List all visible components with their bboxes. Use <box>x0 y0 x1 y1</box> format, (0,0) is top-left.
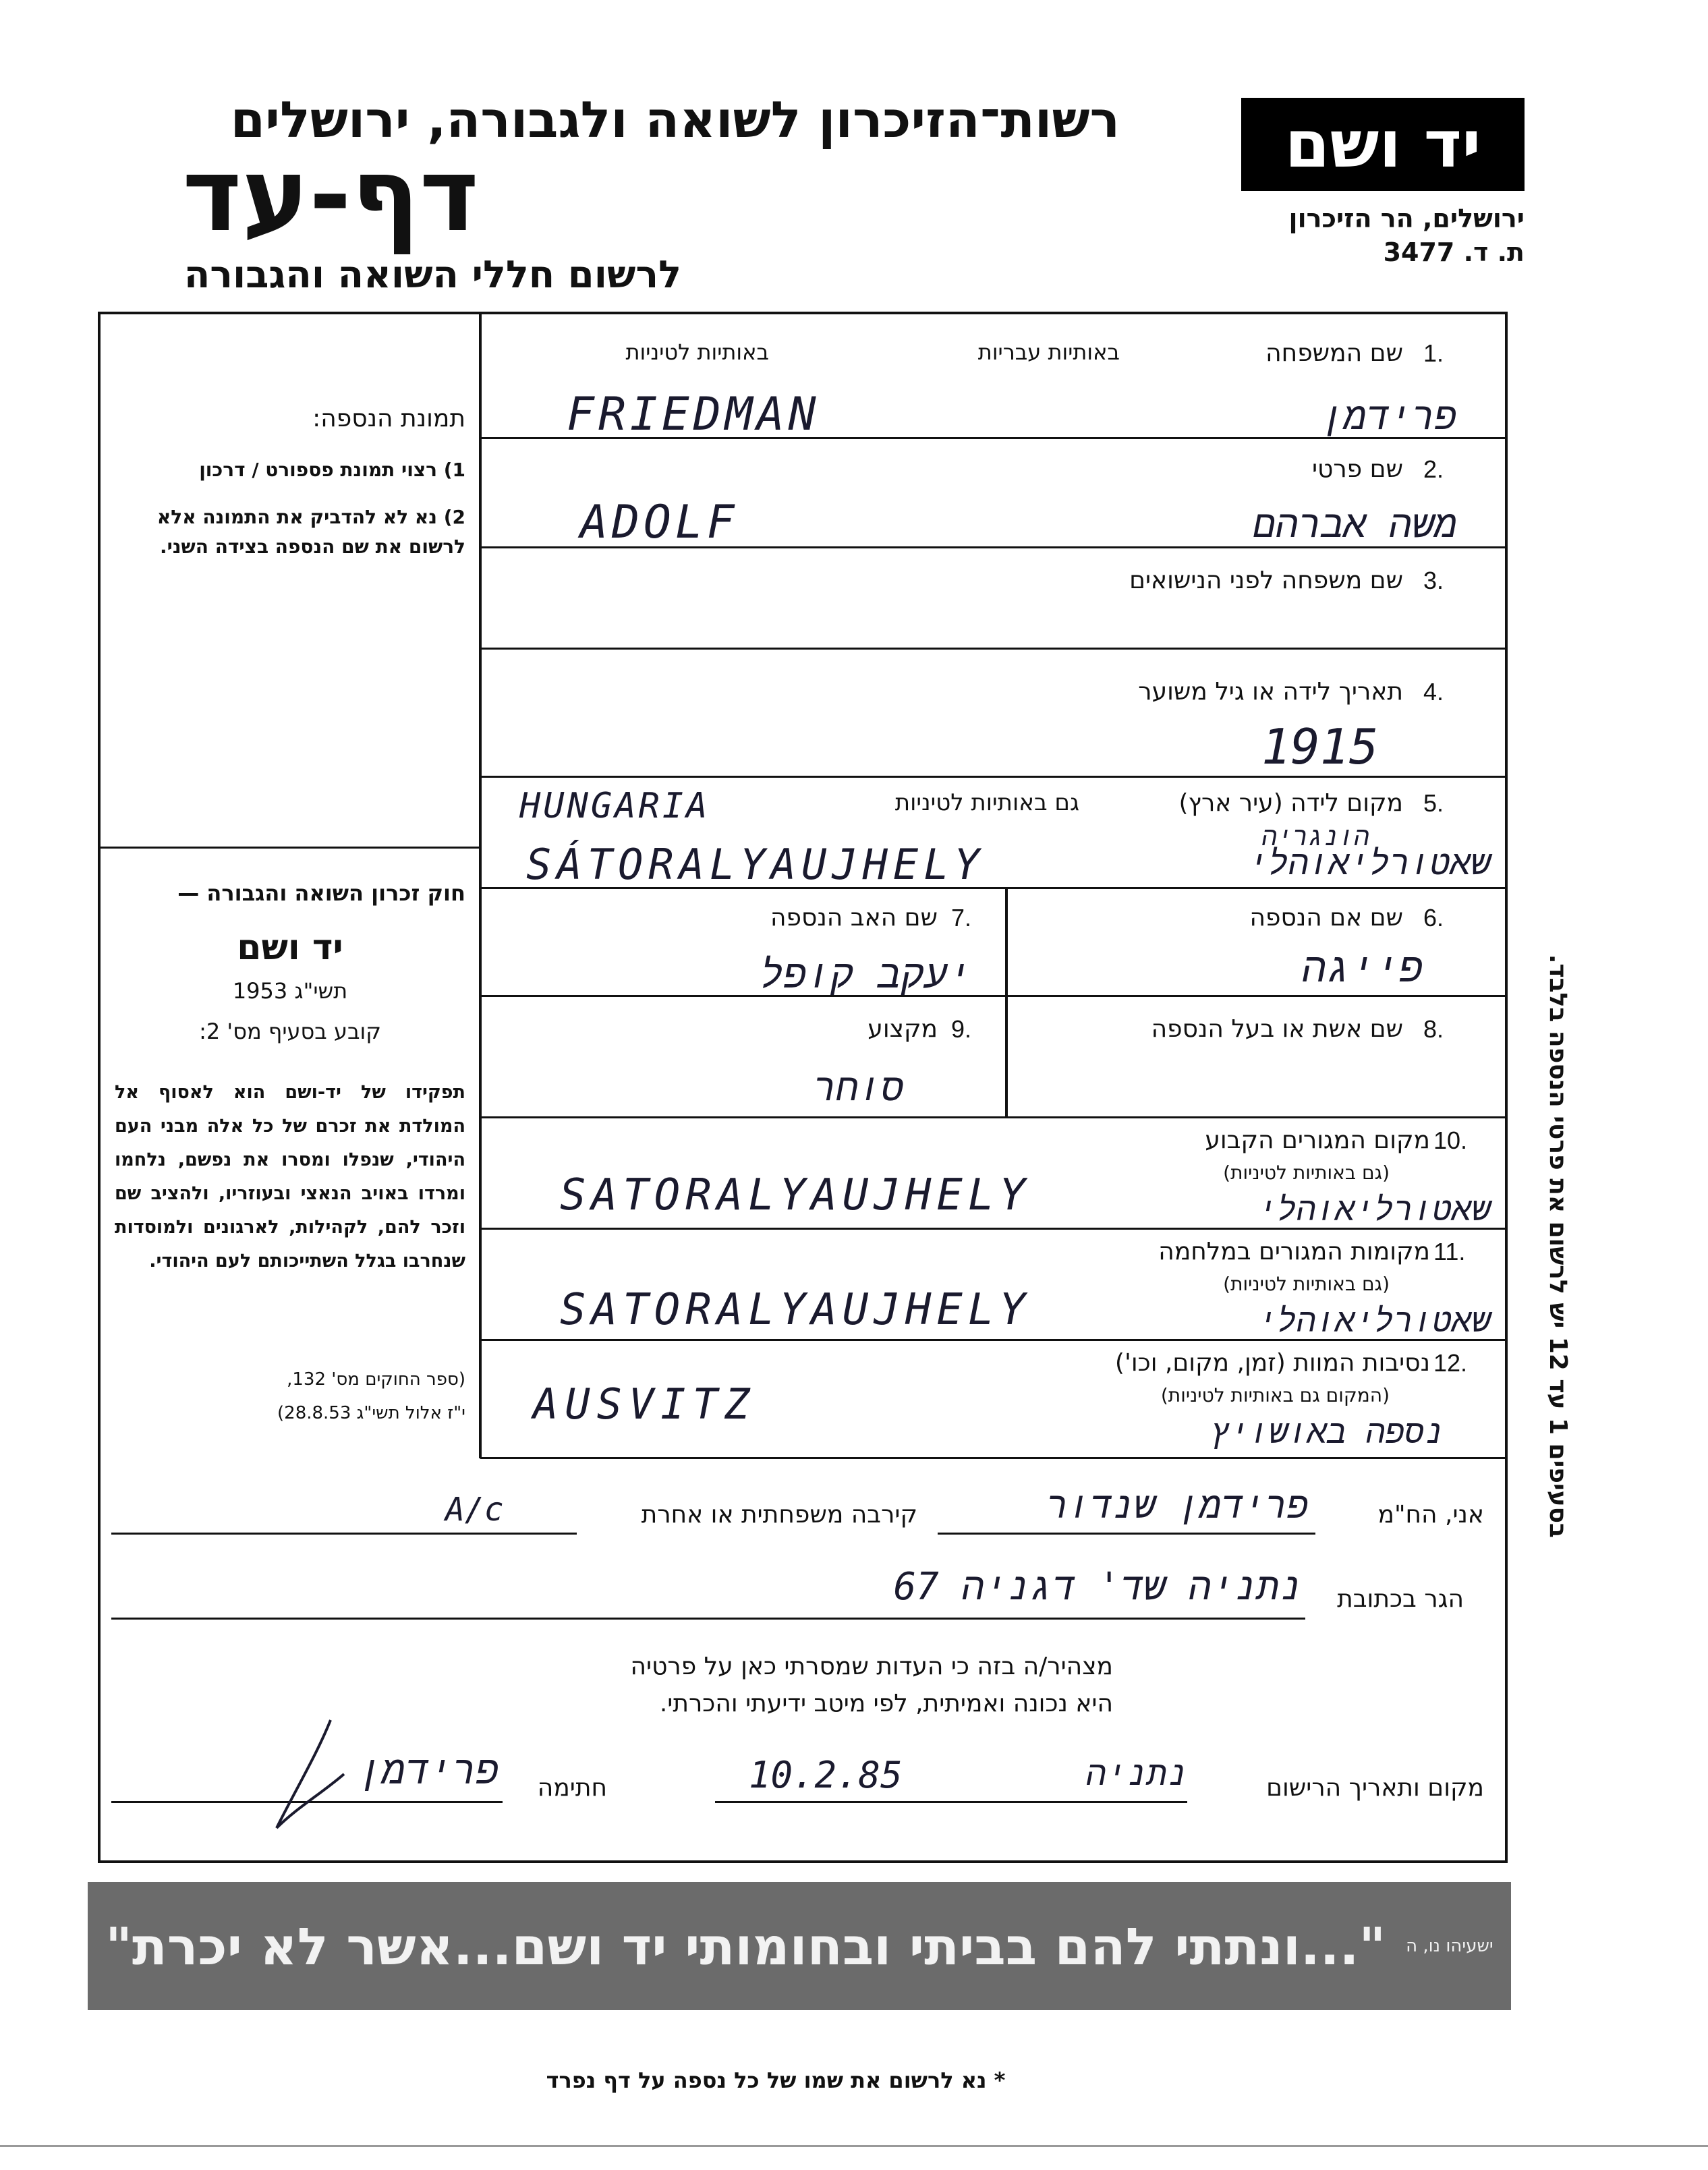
declarant-label: אני, הח"מ <box>1377 1501 1484 1529</box>
place-date-line <box>715 1801 1187 1803</box>
field-10-num: 10. <box>1433 1126 1468 1154</box>
declarant-line <box>938 1533 1315 1535</box>
field-11-label: מקומות המגורים במלחמה <box>1158 1238 1430 1265</box>
field-12-num: 12. <box>1433 1349 1468 1377</box>
field-1-num: 1. <box>1423 339 1444 367</box>
field-8-label: שם אשת או בעל הנספה <box>1151 1015 1403 1043</box>
field-1-label: שם המשפחה <box>1265 339 1403 367</box>
law-year: תשי"ג 1953 <box>232 978 348 1004</box>
field-5-latin-note: גם באותיות לטיניות <box>894 789 1079 816</box>
field-1-hebrew-value: פרידמן <box>1321 395 1457 438</box>
field-12-hebrew-value: נספה באושויץ <box>1210 1413 1444 1451</box>
left-column-divider <box>479 312 482 1458</box>
field-2-num: 2. <box>1423 455 1444 483</box>
relation-value: A/c <box>445 1491 504 1529</box>
law-name: יד ושם <box>237 927 343 968</box>
place-date-label: מקום ותאריך הרישום <box>1266 1774 1484 1802</box>
field-7-value: יעקב קופל <box>760 951 971 997</box>
field-12-label: נסיבות המוות (זמן, מקום, וכו') <box>1114 1349 1430 1377</box>
field-4-num: 4. <box>1423 678 1444 706</box>
field-4-label: תאריך לידה או גיל משוער <box>1138 678 1403 706</box>
photo-box-title: תמונת הנספה: <box>312 405 465 432</box>
field-1-latin-value: FRIEDMAN <box>567 388 820 441</box>
signature-value: פרידמן <box>358 1747 499 1793</box>
field-6-value: פייגה <box>1301 944 1423 992</box>
field-12-note: (המקום גם באותיות לטיניות) <box>1160 1384 1390 1406</box>
address-label: הגר בכתובת <box>1337 1585 1464 1613</box>
field-5-hebrew-country: הונגריה <box>1261 822 1369 851</box>
address-value: נתניה שד' דגניה 67 <box>893 1565 1302 1609</box>
statement-line-1: מצהיר/ה בזה כי העדות שמסרתי כאן על פרטיה <box>630 1653 1113 1680</box>
footer-note: * נא לרשום את שמו של כל נספה על דף נפרד <box>546 2067 1006 2093</box>
signature-scribble <box>256 1713 378 1848</box>
relation-label: קירבה משפחתית או אחרת <box>641 1501 917 1529</box>
field-9-value: סוחר <box>813 1066 904 1110</box>
po-box: ת. ד. 3477 <box>1383 237 1525 267</box>
field-10-note: (גם באותיות לטיניות) <box>1223 1162 1390 1184</box>
field-2-hebrew-value: משה אברהם <box>1253 503 1457 546</box>
form-title: דף-עד <box>182 137 479 254</box>
date-value: 10.2.85 <box>749 1754 903 1796</box>
quote-banner <box>88 1882 1511 2010</box>
law-source-1: (ספר החוקים מס' 132, <box>287 1369 465 1390</box>
field-8-num: 8. <box>1423 1015 1444 1043</box>
law-clause: קובע בסעיף מס' 2: <box>199 1019 381 1044</box>
yad-vashem-logo <box>1241 98 1525 191</box>
field-9-num: 9. <box>951 1015 972 1043</box>
place-value: נתניה <box>1085 1754 1187 1793</box>
law-title: חוק זכרון השואה והגבורה — <box>177 880 465 906</box>
col-latin-label: באותיות לטיניות <box>625 339 769 365</box>
statement-line-2: היא נכונה ואמיתית, לפי מיטב ידיעתי והכרתי. <box>659 1690 1113 1717</box>
col-hebrew-label: באותיות עבריות <box>977 339 1120 365</box>
field-11-latin-value: SATORALYAUJHELY <box>560 1285 1031 1335</box>
field-4-value: 1915 <box>1261 718 1379 775</box>
field-7-label: שם האב הנספה <box>770 904 938 932</box>
photo-note-1: 1) רצוי תמונת פספורט / דרכון <box>199 459 465 481</box>
field-3-num: 3. <box>1423 567 1444 594</box>
logo-text: יד ושם <box>1284 107 1481 182</box>
field-11-num: 11. <box>1433 1238 1466 1265</box>
field-9-label: מקצוע <box>867 1015 938 1043</box>
mid-divider <box>1005 887 1008 1116</box>
photo-note-2: 2) נא לא להדביק את התמונה אלא לרשום את שם הנספה בצידה השני. <box>156 506 465 558</box>
form-subtitle: לרשום חללי השואה והגבורה <box>183 253 681 297</box>
field-5-label: מקום לידה (עיר ארץ) <box>1178 789 1403 817</box>
field-10-hebrew-value: שאטורליאוהלי <box>1257 1191 1491 1228</box>
field-11-note: (גם באותיות לטיניות) <box>1223 1273 1390 1295</box>
field-7-num: 7. <box>951 904 972 932</box>
field-10-label: מקום המגורים הקבוע <box>1205 1126 1430 1154</box>
signature-label: חתימה <box>537 1774 607 1802</box>
address-line-underline <box>111 1618 1305 1620</box>
address-line: ירושלים, הר הזיכרון <box>1288 204 1525 233</box>
relation-line <box>111 1533 577 1535</box>
row-line-7 <box>480 1116 1508 1118</box>
banner-source: ישעיהו נו, ה <box>1406 1936 1493 1956</box>
photo-box-divider <box>98 847 481 849</box>
field-2-label: שם פרטי <box>1311 455 1403 483</box>
row-line-3 <box>480 648 1508 650</box>
field-6-label: שם אם הנספה <box>1249 904 1403 932</box>
law-source-2: י"ז אלול תשי"ג 28.8.53) <box>277 1403 465 1423</box>
field-5-latin-city: SÁTORALYAUJHELY <box>526 840 985 889</box>
field-5-num: 5. <box>1423 789 1444 817</box>
banner-quote: "...ונתתי להם בביתי ובחומותי יד ושם...אשר לא יכרת" <box>105 1916 1386 1976</box>
row-line-4 <box>480 776 1508 778</box>
scan-edge-line <box>0 2145 1708 2147</box>
field-11-hebrew-value: שאטורליאוהלי <box>1257 1302 1491 1340</box>
field-12-latin-value: AUSVITZ <box>533 1379 757 1429</box>
org-line: רשות־הזיכרון לשואה ולגבורה, ירושלים <box>230 91 1120 149</box>
field-5-latin-country: HUNGARIA <box>519 786 710 826</box>
row-line-6 <box>480 995 1508 997</box>
law-text: תפקידו של יד-ושם הוא לאסוף אל המולדת את זכרם של כל אלה מבני העם היהודי, שנפלו ומסרו את נפשם, נלחמו ומרדו באויב הנאצי ובעוזריו, ולהציב שם וזכר להם, לקהילות, לארגונים ולמוסדות שנחרבו בגלל השתייכותם לעם היהודי. <box>115 1082 465 1272</box>
field-5-hebrew-city: שאטורליאוהלי <box>1247 843 1491 882</box>
side-note: בסעיפים 1 עד 12 יש לרשום את פרטי הנספה בלבד. <box>1544 954 1572 1538</box>
field-3-label: שם משפחה לפני הנישואים <box>1129 567 1403 594</box>
declarant-value: פרידמן שנדור <box>1046 1484 1309 1526</box>
field-10-latin-value: SATORALYAUJHELY <box>560 1170 1031 1220</box>
row-line-10 <box>480 1457 1508 1459</box>
field-6-num: 6. <box>1423 904 1444 932</box>
field-2-latin-value: ADOLF <box>580 496 739 549</box>
